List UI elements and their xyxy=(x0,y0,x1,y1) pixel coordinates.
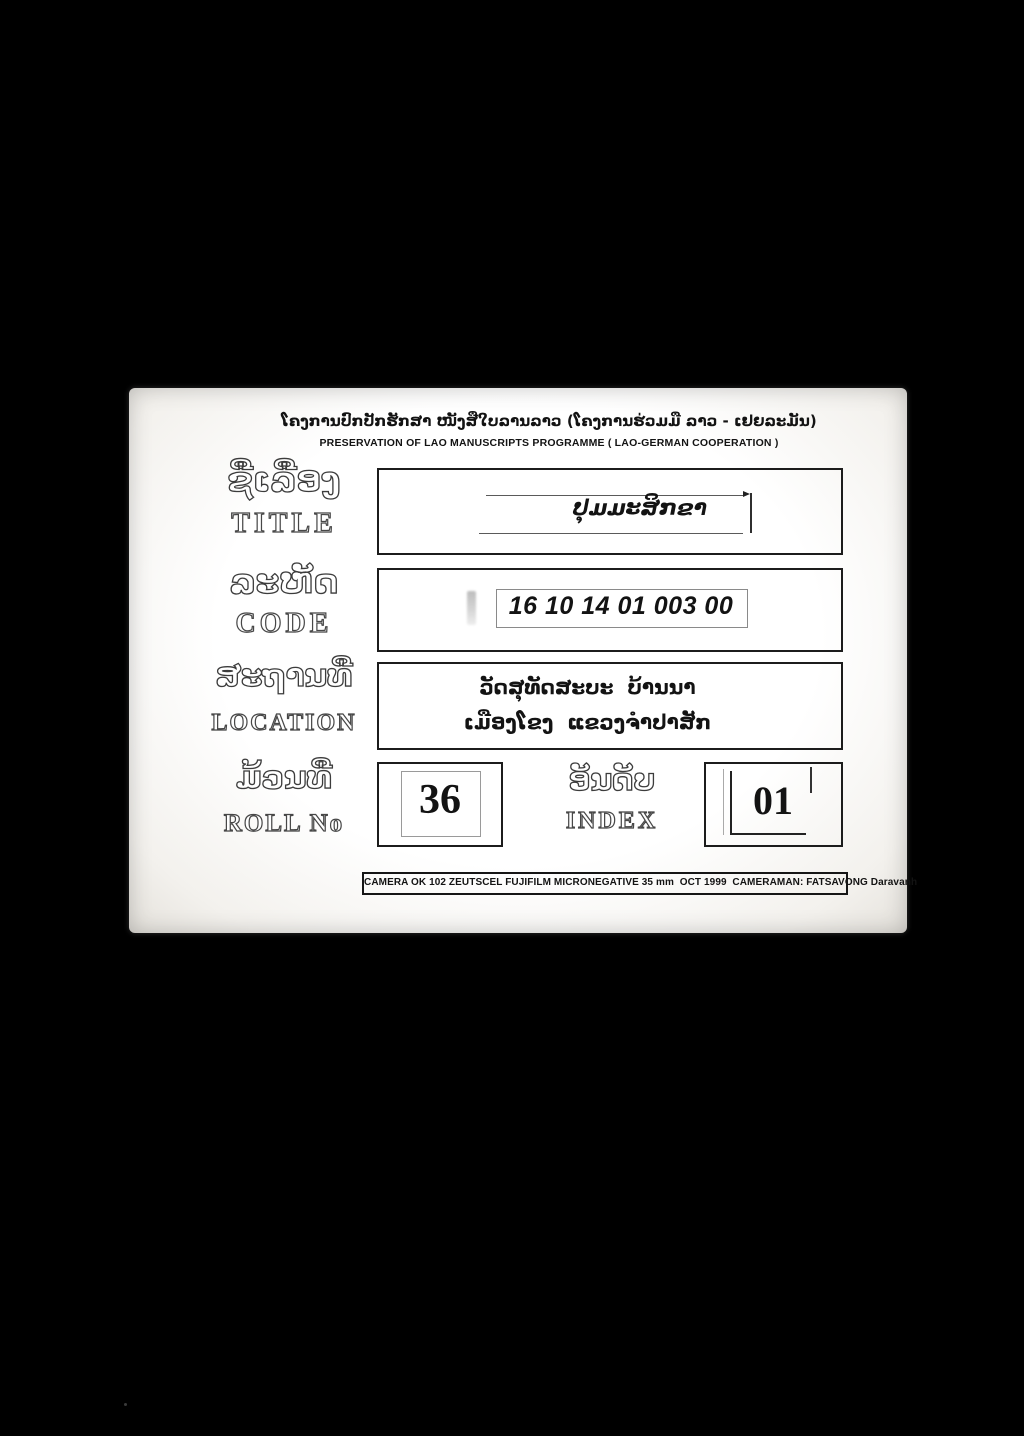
camera-caption-text: CAMERA OK 102 ZEUTSCEL FUJIFILM MICRONEGATIVE 35 mm OCT 1999 CAMERAMAN: FATSAVONG Daravanh xyxy=(364,877,918,888)
title-field-box xyxy=(377,468,843,555)
index-label-english: INDEX xyxy=(565,808,659,834)
code-value: 16 10 14 01 003 00 xyxy=(508,592,734,620)
ink-smudge-mark xyxy=(467,591,476,625)
roll-number-value: 36 xyxy=(419,777,461,823)
microfilm-target-card xyxy=(129,388,918,933)
index-number-value: 01 xyxy=(753,778,793,823)
title-label-lao: ຊື່ເລື່ອງ xyxy=(227,460,341,500)
location-label-english: LOCATION xyxy=(211,710,357,736)
title-label-english: TITLE xyxy=(231,508,337,539)
roll-label-lao: ມ້ວນທີ່ xyxy=(235,760,333,796)
location-field-box xyxy=(377,662,843,750)
camera-caption-box xyxy=(362,872,918,895)
dust-speck xyxy=(124,1403,127,1406)
location-value-line1: ວັດສຸທັດສະບະ ບ້ານນາ xyxy=(479,675,696,699)
code-label-english: CODE xyxy=(235,608,333,639)
roll-label-english: ROLL No xyxy=(223,810,345,837)
programme-title-lao: ໂຄງການປົກປັກຮັກສາ ໜັງສືໃບລານລາວ (ໂຄງການຮ່ວມມື ລາວ - ເຢຍລະມັນ) xyxy=(281,412,817,430)
code-field-box xyxy=(377,568,843,652)
index-slip-bottom-line xyxy=(730,833,806,835)
index-slip-faint-line xyxy=(723,769,724,835)
index-label-lao: ອັນດັບ xyxy=(568,763,656,798)
location-value-line2: ເມືອງໂຂງ ແຂວງຈຳປາສັກ xyxy=(463,710,712,734)
roll-number-box xyxy=(377,762,503,847)
code-label-lao: ລະຫັດ xyxy=(229,562,339,602)
title-value: ປຸມມະສິກຂາ xyxy=(573,496,707,521)
location-label-lao: ສະຖານທີ່ xyxy=(215,658,353,694)
programme-title-english: PRESERVATION OF LAO MANUSCRIPTS PROGRAMME ( LAO-GERMAN COOPERATION ) xyxy=(319,437,779,449)
title-slip-bottom-line xyxy=(479,533,743,534)
index-number-box xyxy=(704,762,843,847)
